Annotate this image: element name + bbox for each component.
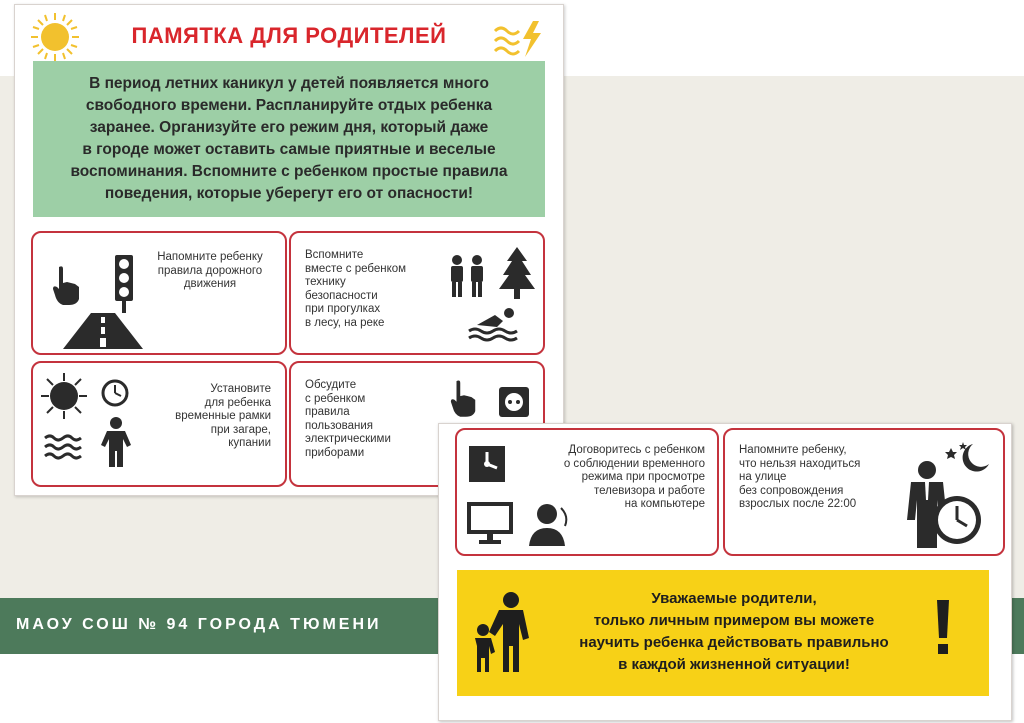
waves-icon	[45, 433, 81, 461]
socket-icon	[499, 387, 529, 417]
banner-text: Уважаемые родители, только личным примером вы можете научить ребенка действовать правильно в каждой жизненной ситуации!	[579, 590, 889, 673]
card-curfew	[723, 428, 1005, 556]
exclamation-icon	[935, 600, 951, 656]
card-curfew-text: Напомните ребенку, что нельзя находиться на улице без сопровождения взрослых после 22:00	[739, 444, 861, 510]
card-forest-text: Вспомните вместе с ребенком технику безопасности при прогулках в лесу, на реке	[305, 249, 407, 329]
pointing-hand-icon	[51, 265, 83, 305]
monitor-icon	[467, 502, 513, 544]
card-screen-time-text: Договоритесь с ребенком о соблюдении временного режима при просмотре телевизора и работе на компьютере	[563, 444, 705, 510]
clock-icon	[469, 446, 505, 482]
parents-banner	[457, 570, 989, 696]
intro-text: В период летних каникул у детей появляется много свободного времени. Распланируйте отдых ребенка заранее. Организуйте его режим дня, который даже в городе может оставить самые приятные и веселые воспоминания. Вспомните с ребенком простые правила поведения, которые уберегут его от опасности!	[70, 75, 508, 202]
card-electrical-text: Обсудите с ребенком правила пользования электрическими приборами	[305, 379, 391, 459]
road-icon	[63, 313, 143, 349]
tree-icon	[499, 247, 535, 299]
card-sun-text: Установите для ребенка временные рамки при загаре, купании	[175, 383, 271, 449]
clock-icon	[101, 379, 129, 407]
swimmer-icon	[469, 307, 521, 341]
card-sun-time	[31, 361, 287, 487]
card-screen-time	[455, 428, 719, 556]
poster-title: ПАМЯТКА ДЛЯ РОДИТЕЛЕЙ	[131, 23, 447, 48]
pointing-hand-icon	[449, 379, 479, 417]
card-forest-river	[289, 231, 545, 355]
sun-icon	[41, 373, 87, 419]
child-icon	[99, 417, 133, 467]
card-traffic-rules	[31, 231, 287, 355]
parent-memo-poster-part-2	[438, 423, 1012, 721]
people-icon	[447, 255, 487, 297]
intro-box	[33, 61, 545, 217]
footer-label: МАОУ СОШ № 94 ГОРОДА ТЮМЕНИ	[16, 616, 382, 633]
traffic-light-icon	[113, 255, 135, 313]
man-clock-icon	[903, 460, 983, 548]
card-traffic-text: Напомните ребенку правила дорожного движения	[157, 251, 263, 290]
parent-child-icon	[469, 592, 533, 672]
